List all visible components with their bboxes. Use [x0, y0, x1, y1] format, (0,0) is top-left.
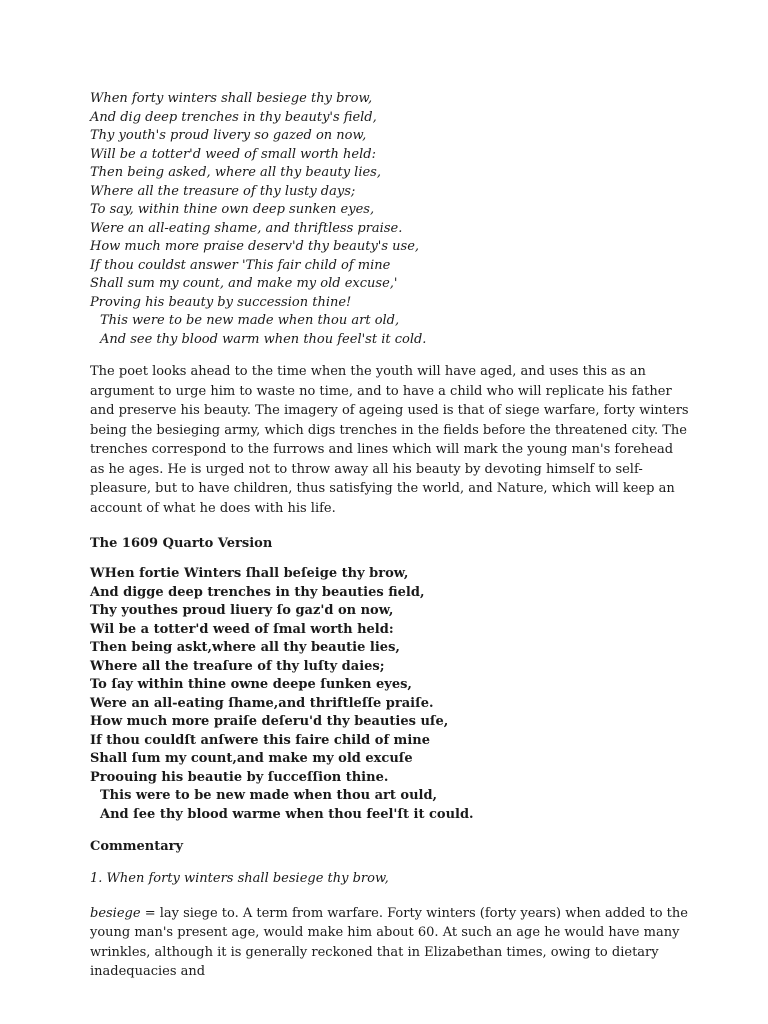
commentary-intro-paragraph: The poet looks ahead to the time when the youth will have aged, and uses this as an argument to urge him to waste no time, and to have a child who will replicate his father and preserve his beauty. The imagery of ageing used is that of siege warfare, forty winters being the besieging army, which digs trenches in the fields before the threatened city. The trenches correspond to the furrows and lines which will mark the young man's forehead as he ages. He is urged not to throw away all his beauty by devoting himself to self-pleasure, but to have children, thus satisfying the world, and Nature, which will keep an account of what he does with his life.: [90, 364, 689, 516]
quarto-version-heading: The 1609 Quarto Version: [90, 536, 273, 551]
sonnet-line: Shall sum my count, and make my old excuse,': [90, 276, 398, 291]
quarto-line: Shall ſum my count,and make my old excuſe: [90, 751, 413, 766]
sonnet-quarto: [90, 565, 690, 824]
sonnet-line: Were an all-eating shame, and thriftless praise.: [90, 220, 403, 236]
quarto-line: And digge deep trenches in thy beauties field,: [90, 584, 425, 600]
sonnet-line: When forty winters shall besiege thy brow,: [90, 91, 373, 106]
quarto-line: How much more praiſe deſeru'd thy beauties uſe,: [90, 714, 449, 729]
quarto-line: If thou couldſt anſwere this faire child of mine: [90, 732, 430, 748]
sonnet-line: How much more praise deserv'd thy beauty's use,: [90, 239, 420, 254]
sonnet-line: Proving his beauty by succession thine!: [90, 294, 352, 310]
quarto-line: Proouing his beautie by ſucceſſion thine.: [90, 769, 389, 785]
sonnet-line: Then being asked, where all thy beauty lies,: [90, 165, 381, 180]
quarto-line: Were an all-eating ſhame,and thriftleſſe praiſe.: [90, 695, 434, 711]
note-quoted-line: 1. When forty winters shall besiege thy brow,: [90, 871, 389, 886]
note-term: besiege: [90, 905, 141, 921]
sonnet-line: Will be a totter'd weed of small worth held:: [90, 146, 376, 162]
quarto-line: Then being askt,where all thy beautie lies,: [90, 640, 400, 655]
sonnet-couplet-line: This were to be new made when thou art old,: [100, 313, 400, 328]
quarto-line: Wil be a totter'd weed of ſmal worth held:: [90, 621, 394, 637]
note-definition: = lay siege to. A term from warfare. Forty winters (forty years) when added to the young man's present age, would make him about 60. At such an age he would have many wrinkles, although it is generally reckoned that in Elizabethan times, owing to dietary inadequacies and: [90, 905, 688, 979]
quarto-line: To ſay within thine owne deepe ſunken eyes,: [90, 677, 412, 692]
sonnet-line: If thou couldst answer 'This fair child of mine: [90, 257, 391, 273]
sonnet-line: Where all the treasure of thy lusty days;: [90, 183, 356, 199]
sonnet-modern: [90, 90, 690, 349]
sonnet-line: To say, within thine own deep sunken eyes,: [90, 202, 375, 217]
quarto-couplet-line: This were to be new made when thou art ould,: [100, 788, 438, 803]
document-page: [90, 90, 690, 982]
quarto-line: WHen fortie Winters ſhall beſeige thy brow,: [90, 566, 409, 581]
note-body-paragraph: [90, 904, 690, 982]
quarto-line: Where all the treaſure of thy luſty daies;: [90, 658, 385, 674]
quarto-line: Thy youthes proud liuery ſo gaz'd on now,: [90, 603, 394, 618]
sonnet-line: Thy youth's proud livery so gazed on now,: [90, 128, 367, 143]
commentary-heading: Commentary: [90, 839, 184, 854]
sonnet-couplet-line: And see thy blood warm when thou feel'st it cold.: [100, 331, 427, 347]
quarto-couplet-line: And ſee thy blood warme when thou feel'ſt it could.: [100, 806, 474, 822]
sonnet-line: And dig deep trenches in thy beauty's field,: [90, 109, 377, 125]
